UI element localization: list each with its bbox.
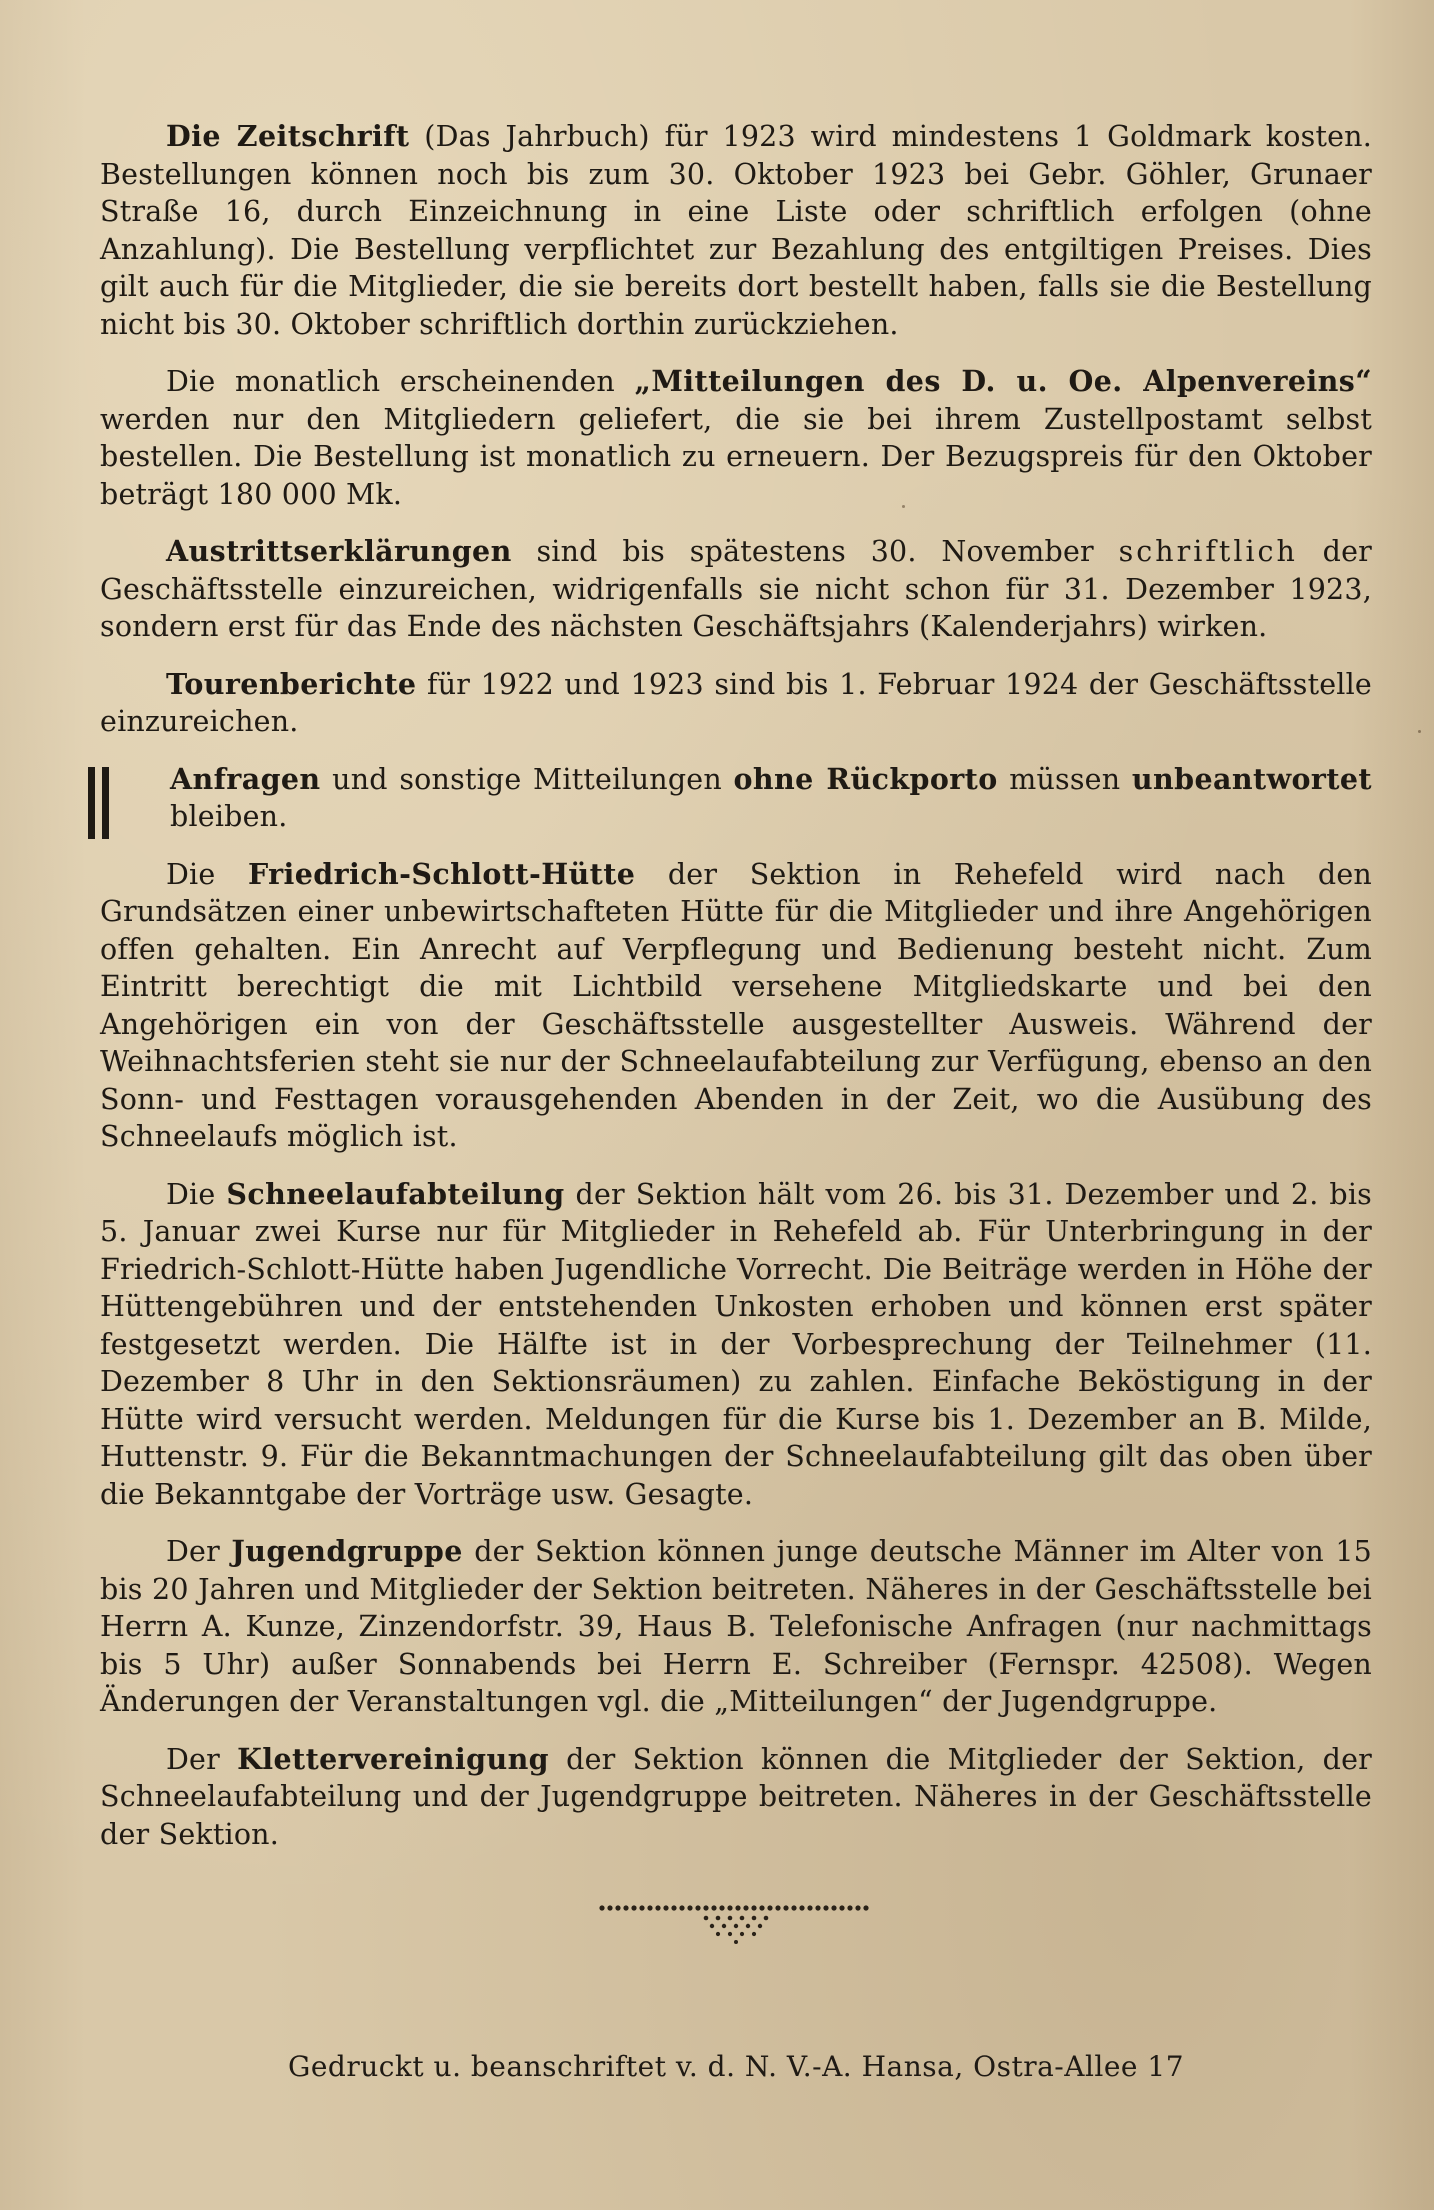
text-anfragen-c: bleiben.	[170, 800, 288, 833]
text-schneelauf: der Sektion hält vom 26. bis 31. Dezember und 2. bis 5. Januar zwei Kurse nur für Mitglieder in Rehefeld ab. Für Unterbringung in der Friedrich-Schlott-Hütte haben Jugendliche Vorrecht. Die Beiträge werden in Höhe der Hüttengebühren und der entstehenden Unkosten erhoben und können erst später festgesetzt werden. Die Hälfte ist in der Vorbesprechung der Teilnehmer (11. Dezember 8 Uhr in den Sektionsräumen) zu zahlen. Einfache Beköstigung in der Hütte wird versucht werden. Meldungen für die Kurse bis 1. Dezember an B. Milde, Huttenstr. 9. Für die Bekanntmachungen der Schneelaufabteilung gilt das oben über die Bekanntgabe der Vorträge usw. Gesagte.	[100, 1177, 1372, 1511]
heading-kletter: Klettervereinigung	[237, 1741, 550, 1776]
paragraph-austritt	[100, 533, 1372, 646]
text-anfragen-b: müssen	[997, 762, 1132, 796]
heading-zeitschrift: Die Zeitschrift	[166, 119, 410, 153]
emph-ohne-rueckporto: ohne Rückporto	[733, 761, 998, 796]
heading-tourenberichte: Tourenberichte	[166, 666, 417, 701]
text-huette: der Sektion in Rehefeld wird nach den Grundsätzen einer unbewirtschafteten Hütte für die Mitglieder und ihre Angehörigen offen gehalten. Ein Anrecht auf Verpflegung und Bedienung besteht nicht. Zum Eintritt berechtigt die mit Lichtbild versehene Mitgliedskarte und bei den Angehörigen ein von der Geschäftsstelle ausgestellter Ausweis. Während der Weihnachtsferien steht sie nur der Schneelaufabteilung zur Verfügung, ebenso an den Sonn- und Festtagen vorausgehenden Abenden in der Zeit, wo die Ausübung des Schneelaufs möglich ist.	[100, 857, 1372, 1153]
text-tourenberichte: für 1922 und 1923 sind bis 1. Februar 1924 der Geschäftsstelle einzureichen.	[100, 667, 1372, 738]
double-bar-marker	[88, 767, 114, 839]
printer-imprint: Gedruckt u. beanschriftet v. d. N. V.-A. Hansa, Ostra-Allee 17	[287, 2050, 1185, 2083]
heading-mitteilungen: „Mitteilungen des D. u. Oe. Alpenvereins“	[634, 364, 1372, 398]
text-mitteilungen: werden nur den Mitgliedern geliefert, die sie bei ihrem Zustellpostamt selbst bestellen. Die Bestellung ist monatlich zu erneuern. Der Bezugspreis für den Oktober beträgt 180 000 Mk.	[100, 402, 1372, 511]
lead-huette: Die	[166, 857, 248, 891]
lead-schneelauf: Die	[166, 1177, 227, 1211]
emph-schriftlich: schriftlich	[1118, 535, 1298, 568]
heading-anfragen: Anfragen	[170, 761, 321, 796]
paragraph-anfragen	[100, 761, 1372, 836]
paragraph-schneelauf	[100, 1176, 1372, 1514]
lead-kletter: Der	[166, 1742, 238, 1776]
text-kletter: der Sektion können die Mitglieder der Sektion, der Schneelaufabteilung und der Jugendgruppe beitreten. Näheres in der Geschäftsstelle der Sektion.	[100, 1742, 1372, 1851]
heading-schneelauf: Schneelaufabteilung	[226, 1176, 565, 1211]
text-jugendgruppe: der Sektion können junge deutsche Männer im Alter von 15 bis 20 Jahren und Mitglieder der Sektion beitreten. Näheres in der Geschäftsstelle bei Herrn A. Kunze, Zinzendorfstr. 39, Haus B. Telefonische Anfragen (nur nachmittags bis 5 Uhr) außer Sonnabends bei Herrn E. Schreiber (Fernspr. 42508). Wegen Änderungen der Veranstaltungen vgl. die „Mitteilungen“ der Jugendgruppe.	[100, 1535, 1373, 1718]
heading-huette: Friedrich-Schlott-Hütte	[247, 856, 636, 891]
text-austritt-a: sind bis spätestens 30. November	[511, 535, 1119, 568]
text-zeitschrift: (Das Jahrbuch) für 1923 wird mindestens 1 Goldmark kosten. Bestellungen können noch bis zum 30. Oktober 1923 bei Gebr. Göhler, Grunaer Straße 16, durch Einzeichnung in eine Liste oder schriftlich erfolgen (ohne Anzahlung). Die Bestellung verpflichtet zur Bezahlung des entgiltigen Preises. Dies gilt auch für die Mitglieder, die sie bereits dort bestellt haben, falls sie die Bestellung nicht bis 30. Oktober schriftlich dorthin zurückziehen.	[100, 120, 1372, 341]
paper-speck	[1418, 730, 1421, 733]
lead-mitteilungen: Die monatlich erscheinenden	[166, 365, 635, 398]
text-austritt-b: der Geschäftsstelle einzureichen, widrigenfalls sie nicht schon für 31. Dezember 1923, sondern erst für das Ende des nächsten Geschäftsjahrs (Kalenderjahrs) wirken.	[100, 535, 1373, 643]
emph-unbeantwortet: unbeantwortet	[1131, 761, 1372, 796]
paper-speck	[902, 505, 905, 508]
document-page	[100, 118, 1373, 2083]
paragraph-mitteilungen	[100, 363, 1372, 513]
paragraph-kletter	[100, 1741, 1372, 1854]
paragraph-jugendgruppe	[100, 1533, 1372, 1721]
heading-austritt: Austrittserklärungen	[166, 534, 512, 568]
ornament-divider	[100, 1896, 1372, 1946]
text-anfragen-a: und sonstige Mitteilungen	[320, 762, 734, 796]
heading-jugendgruppe: Jugendgruppe	[231, 1534, 463, 1568]
paragraph-huette	[100, 856, 1372, 1156]
paragraph-tourenberichte	[100, 666, 1372, 741]
lead-jugendgruppe: Der	[166, 1535, 232, 1568]
paragraph-zeitschrift	[100, 118, 1372, 343]
